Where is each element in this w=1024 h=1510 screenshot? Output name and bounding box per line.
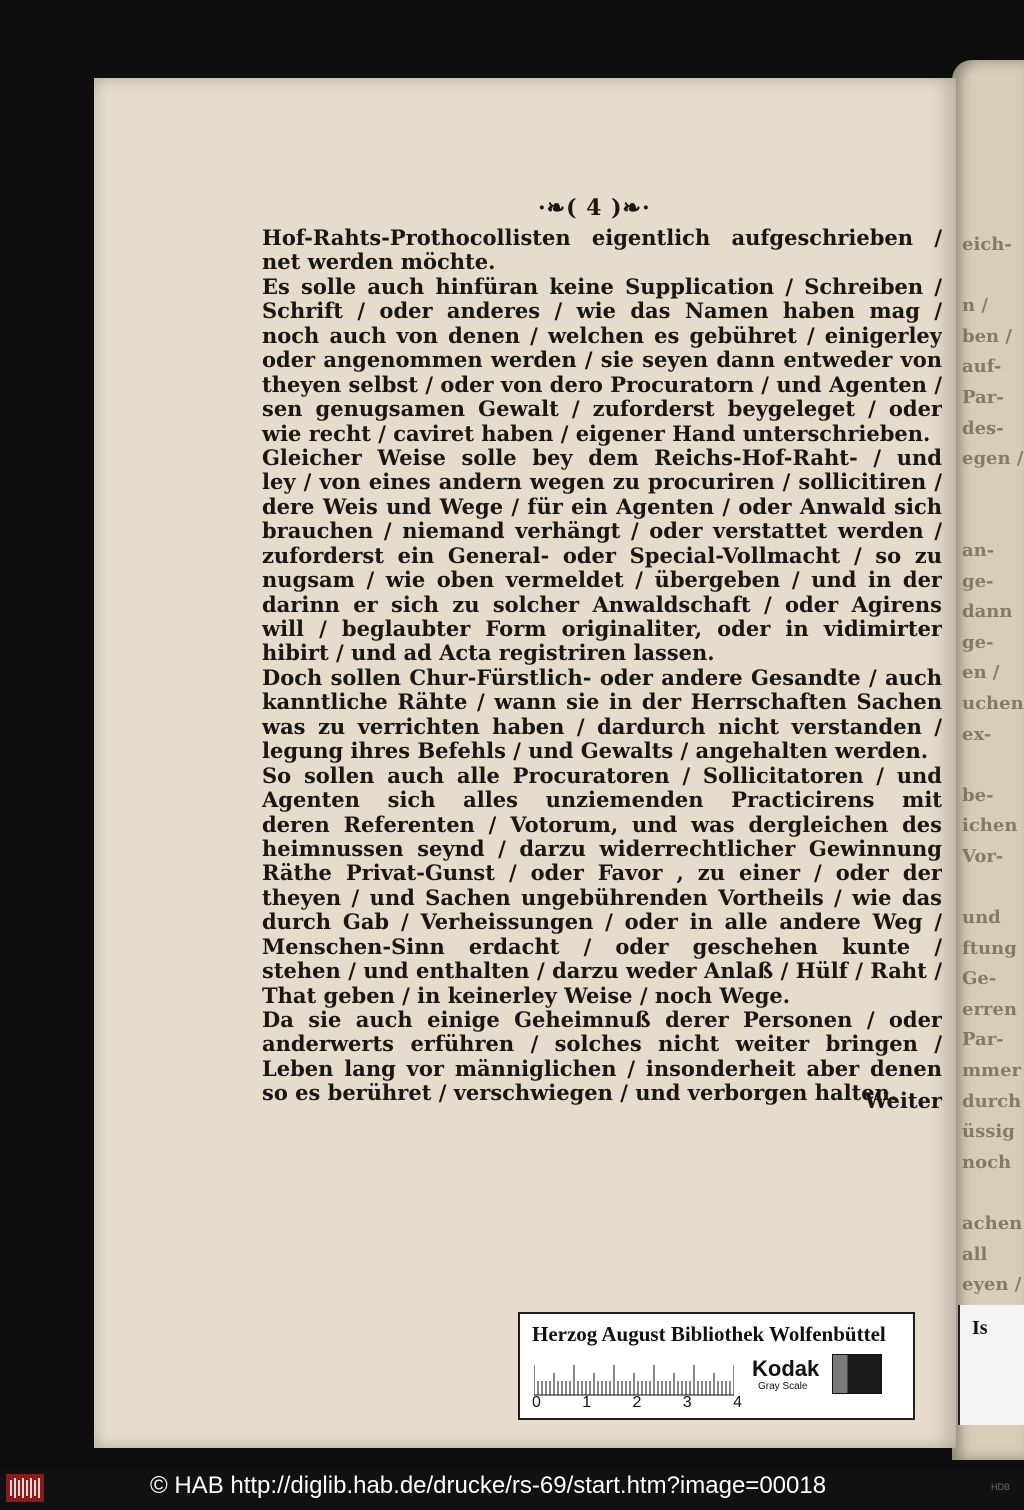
text-line: stehen / und enthalten / darzu weder Anlaß / Hülf / Raht /	[262, 959, 942, 984]
kodak-brand: Kodak	[752, 1356, 820, 1381]
facing-page-fragment: dann	[962, 601, 1013, 623]
text-line: anderwerts erführen / solches nicht weiter bringen /	[262, 1032, 942, 1057]
text-line: darinn er sich zu solcher Anwaldschaft / oder Agirens	[262, 592, 942, 617]
text-line: sen genugsamen Gewalt / zuforderst beygeleget / oder	[262, 397, 942, 422]
facing-page-fragment	[962, 505, 1024, 536]
text-line: was zu verrichten haben / dardurch nicht verstanden /	[262, 714, 942, 739]
text-line: wie recht / caviret haben / eigener Hand unterschrieben.	[262, 420, 931, 446]
text-line: noch auch von denen / welchen es gebühret / einigerley	[262, 323, 942, 348]
ruler-number: 3	[682, 1394, 692, 1411]
ruler-number: 1	[582, 1394, 592, 1411]
catchword: Weiter	[864, 1088, 942, 1113]
text-line: zuforderst ein General- oder Special-Vollmacht / so zu	[262, 543, 942, 568]
facing-page-fragment: mmer	[962, 1060, 1022, 1082]
ruler-numbers	[532, 1394, 742, 1412]
facing-page-fragment	[962, 1178, 1024, 1209]
facing-page-fragment	[962, 872, 1024, 903]
facing-page-fragment: noch	[962, 1151, 1012, 1173]
ruler-number: 4	[733, 1394, 742, 1411]
page-number-header: ·❧( 4 )❧·	[538, 195, 651, 221]
facing-page-fragment: uchen	[962, 692, 1024, 714]
facing-page-fragment: ge-	[962, 570, 994, 592]
text-line: theyen selbst / oder von dero Procuratorn / und Agenten /	[262, 372, 942, 397]
second-color-target	[958, 1305, 1024, 1425]
text-line: dere Weis und Wege / für ein Agenten / oder Anwald sich	[262, 494, 942, 519]
text-line: heimnussen seynd / darzu widerrechtlicher Gewinnung	[262, 836, 942, 861]
facing-page-fragment: en /	[962, 662, 1000, 684]
facing-page-fragment: egen /	[962, 448, 1024, 470]
text-line: will / beglaubter Form originaliter, oder in vidimirter	[262, 617, 942, 641]
facing-page-fragment: Vor-	[962, 845, 1004, 867]
facing-page-fragment: n /	[962, 295, 988, 317]
facing-page-fragment: des-	[962, 417, 1004, 439]
text-line: Da sie auch einige Geheimnuß derer Personen / oder	[262, 1008, 942, 1032]
facing-page-fragment: eich-	[962, 234, 1012, 255]
text-line: Gleicher Weise solle bey dem Reichs-Hof-Raht- / und	[262, 445, 942, 470]
library-label: Herzog August Bibliothek Wolfenbüttel	[532, 1322, 886, 1346]
text-line: kanntliche Rähte / wann sie in der Herrschaften Sachen	[262, 690, 942, 715]
ruler-scale-icon	[534, 1358, 734, 1396]
gray-patch-icon	[832, 1354, 882, 1394]
ruler-number: 2	[632, 1394, 642, 1411]
facing-page-fragment: ben /	[962, 325, 1012, 347]
text-line: Es solle auch hinfüran keine Supplication / Schreiben /	[262, 274, 942, 299]
facing-page-fragment: ftung	[962, 937, 1017, 959]
facing-page-fragment: ichen	[962, 815, 1018, 837]
facing-page-fragment: Ge-	[962, 968, 997, 990]
facing-page-fragment: und	[962, 907, 1001, 929]
facing-page-fragment: durch	[962, 1090, 1022, 1112]
text-line: brauchen / niemand verhängt / oder verstattet werden /	[262, 519, 942, 544]
facing-page-fragment	[962, 475, 1024, 506]
text-line: theyen / und Sachen ungebührenden Vortheils / wie das	[262, 885, 942, 910]
text-line: Hof-Rahts-Prothocollisten eigentlich aufgeschrieben /	[262, 226, 942, 250]
facing-page-fragment: üssig	[962, 1121, 1015, 1143]
facing-page-fragment	[962, 261, 1024, 292]
facing-page-fragment: ex-	[962, 723, 992, 745]
facing-page-fragment	[962, 750, 1024, 781]
facing-page-fragment: all	[962, 1243, 988, 1265]
color-target-card	[518, 1312, 915, 1420]
text-line: So sollen auch alle Procuratoren / Sollicitatoren / und	[262, 763, 942, 788]
facing-page-fragment: erren	[962, 998, 1017, 1020]
facing-page-fragment: Par-	[962, 1029, 1004, 1051]
text-line: durch Gab / Verheissungen / oder in alle andere Weg /	[262, 910, 942, 935]
text-line: Doch sollen Chur-Fürstlich- oder andere Gesandte / auch	[262, 665, 942, 690]
text-line: Räthe Privat-Gunst / oder Favor , zu einer / oder der	[262, 861, 942, 886]
facing-page-fragment: an-	[962, 539, 995, 561]
text-line: oder angenommen werden / sie seyen dann entweder von	[262, 348, 942, 373]
hab-logo-icon	[6, 1474, 44, 1502]
ruler-number: 0	[532, 1394, 541, 1411]
text-line: ley / von eines andern wegen zu procuriren / sollicitiren /	[262, 470, 942, 495]
footer-mark: HDB	[990, 1482, 1010, 1492]
text-line: so es berühret / verschwiegen / und verborgen halten.	[262, 1080, 898, 1106]
facing-page-text	[962, 230, 1024, 1362]
facing-page-fragment: Par-	[962, 386, 1004, 408]
facing-page-fragment: eyen /	[962, 1274, 1022, 1296]
text-line: deren Referenten / Votorum, und was dergleichen des	[262, 812, 942, 837]
text-line: net werden möchte.	[262, 249, 496, 275]
text-line: Agenten sich alles unziemenden Practicirens mit	[262, 788, 942, 813]
facing-page-fragment: auf-	[962, 356, 1002, 378]
copyright-url[interactable]: © HAB http://diglib.hab.de/drucke/rs-69/start.htm?image=00018	[150, 1472, 827, 1499]
text-line: hibirt / und ad Acta registriren lassen.	[262, 640, 715, 666]
second-target-text: Is	[972, 1317, 988, 1339]
text-line: That geben / in keinerley Weise / noch Wege.	[262, 982, 791, 1008]
body-text	[262, 226, 942, 1106]
gray-scale-label: Gray Scale	[758, 1381, 808, 1392]
text-line: legung ihres Befehls / und Gewalts / angehalten werden.	[262, 738, 929, 764]
facing-page-fragment: achen	[962, 1213, 1023, 1234]
text-line: Leben lang vor männiglichen / insonderheit aber denen	[262, 1056, 942, 1081]
facing-page-fragment: be-	[962, 784, 994, 806]
text-line: nugsam / wie oben vermeldet / übergeben / und in der	[262, 568, 942, 593]
text-line: Schrift / oder anderes / wie das Namen haben mag /	[262, 299, 942, 324]
footer-bar	[0, 1468, 1024, 1510]
text-line: Menschen-Sinn erdacht / oder geschehen kunte /	[262, 934, 942, 959]
facing-page-fragment: ge-	[962, 631, 994, 653]
